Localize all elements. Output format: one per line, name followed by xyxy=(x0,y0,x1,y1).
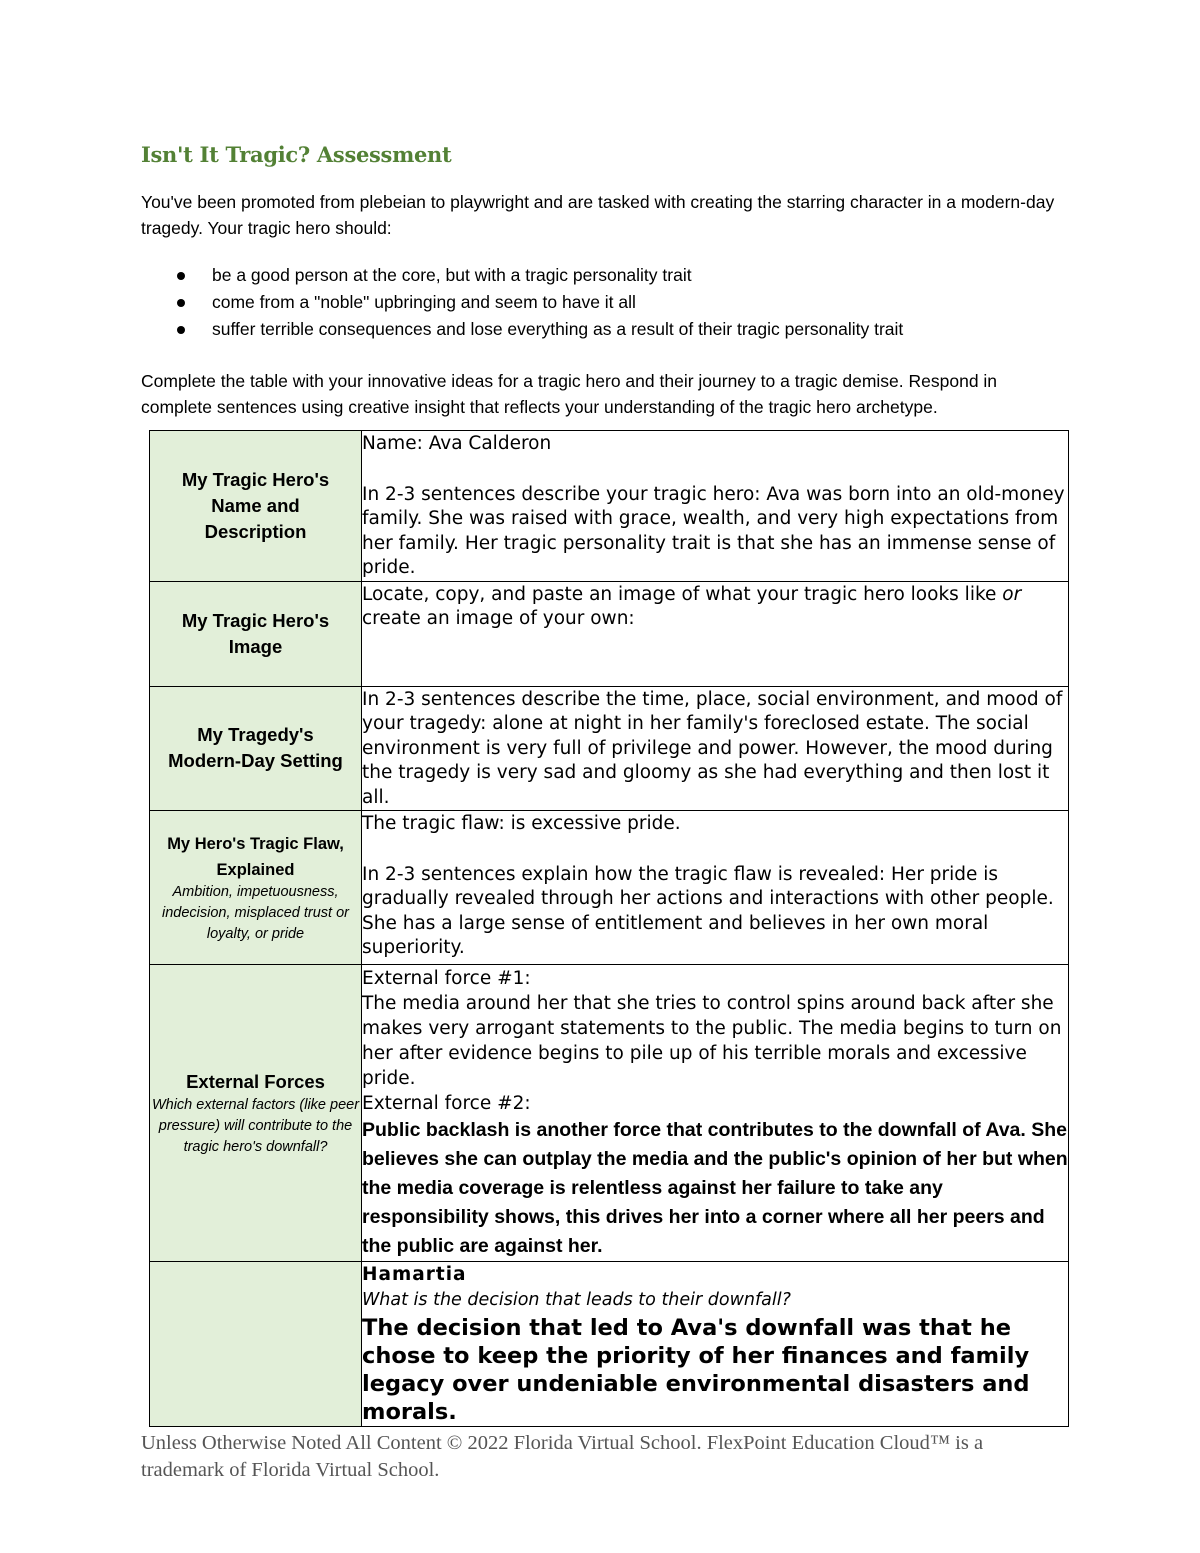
hamartia-heading: Hamartia xyxy=(362,1264,467,1285)
list-item: suffer terrible consequences and lose everything as a result of their tragic personality trait xyxy=(141,316,1071,343)
instructions-paragraph: Complete the table with your innovative ideas for a tragic hero and their journey to a tragic demise. Respond in complete sentences using creative insight that reflects your understanding of the tragic hero archetype. xyxy=(141,371,998,417)
bullet-icon xyxy=(177,299,185,307)
hero-description: In 2-3 sentences describe your tragic hero: Ava was born into an old-money family. She was raised with grace, wealth, and very high expectations from her family. Her tragic personality trait is that she has an immense sense of pride. xyxy=(362,483,1065,578)
hero-name-description-cell[interactable] xyxy=(362,431,1069,582)
requirements-list xyxy=(141,262,1071,343)
hamartia-question: What is the decision that leads to their downfall? xyxy=(362,1289,791,1310)
table-row xyxy=(150,581,1069,686)
force1-label: External force #1: xyxy=(362,968,531,989)
copyright-footer: Unless Otherwise Noted All Content © 2022 Florida Virtual School. FlexPoint Education Cloud™ is a trademark of Florida Virtual School. xyxy=(141,1432,984,1481)
table-row xyxy=(150,811,1069,965)
external-forces-cell[interactable] xyxy=(362,965,1069,1262)
tragic-flaw-explanation: In 2-3 sentences explain how the tragic flaw is revealed: Her pride is gradually revealed through her actions and interactions with other people. She has a large sense of entitlement and believes in her own moral superiority. xyxy=(362,863,1054,958)
table-row xyxy=(150,965,1069,1262)
force2-label: External force #2: xyxy=(362,1093,531,1114)
list-item: come from a "noble" upbringing and seem to have it all xyxy=(141,289,1071,316)
bullet-icon xyxy=(177,272,185,280)
force1-text: The media around her that she tries to control spins around back after she makes very arrogant statements to the public. The media begins to turn on her after evidence begins to pile up of his terrible morals and excessive pride. xyxy=(362,993,1062,1089)
hero-image-cell[interactable] xyxy=(362,581,1069,686)
list-item: be a good person at the core, but with a tragic personality trait xyxy=(141,262,1071,289)
setting-cell[interactable] xyxy=(362,686,1069,811)
bullet-icon xyxy=(177,326,185,334)
table-row xyxy=(150,1262,1069,1427)
row-label-flaw: My Hero's Tragic Flaw, Explained Ambition, impetuousness, indecision, misplaced trust or loyalty, or pride xyxy=(150,811,362,965)
hamartia-answer: The decision that led to Ava's downfall was that he chose to keep the priority of her finances and family legacy over undeniable environmental disasters and morals. xyxy=(362,1314,1030,1425)
force2-text: Public backlash is another force that contributes to the downfall of Ava. She believes she can outplay the media and the public's opinion of her but when the media coverage is relentless against her failure to take any responsibility shows, this drives her into a corner where all her peers and the public are against her. xyxy=(362,1119,1068,1257)
table-row xyxy=(150,431,1069,582)
table-row xyxy=(150,686,1069,811)
hamartia-cell[interactable] xyxy=(362,1262,1069,1427)
row-label-setting: My Tragedy's Modern-Day Setting xyxy=(150,686,362,811)
page-title: Isn't It Tragic? Assessment xyxy=(141,142,452,167)
row-label-image: My Tragic Hero's Image xyxy=(150,581,362,686)
row-label-empty xyxy=(150,1262,362,1427)
tragic-hero-table xyxy=(149,430,1069,1427)
intro-paragraph: You've been promoted from plebeian to playwright and are tasked with creating the starring character in a modern-day tragedy. Your tragic hero should: xyxy=(141,192,1055,238)
image-prompt: Locate, copy, and paste an image of what your tragic hero looks like or create an image of your own: xyxy=(362,583,1022,629)
row-label-name: My Tragic Hero's Name and Description xyxy=(150,431,362,582)
row-label-external-forces: External Forces Which external factors (like peer pressure) will contribute to the tragic hero's downfall? xyxy=(150,965,362,1262)
setting-text: In 2-3 sentences describe the time, place, social environment, and mood of your tragedy: alone at night in her family's foreclosed estate. The social environment is very full of privilege and power. However, the mood during the tragedy is very sad and gloomy as she had everything and then lost it all. xyxy=(362,688,1063,808)
tragic-flaw-text: The tragic flaw: is excessive pride. xyxy=(362,813,681,834)
tragic-flaw-cell[interactable] xyxy=(362,811,1069,965)
hero-name: Name: Ava Calderon xyxy=(362,433,552,454)
